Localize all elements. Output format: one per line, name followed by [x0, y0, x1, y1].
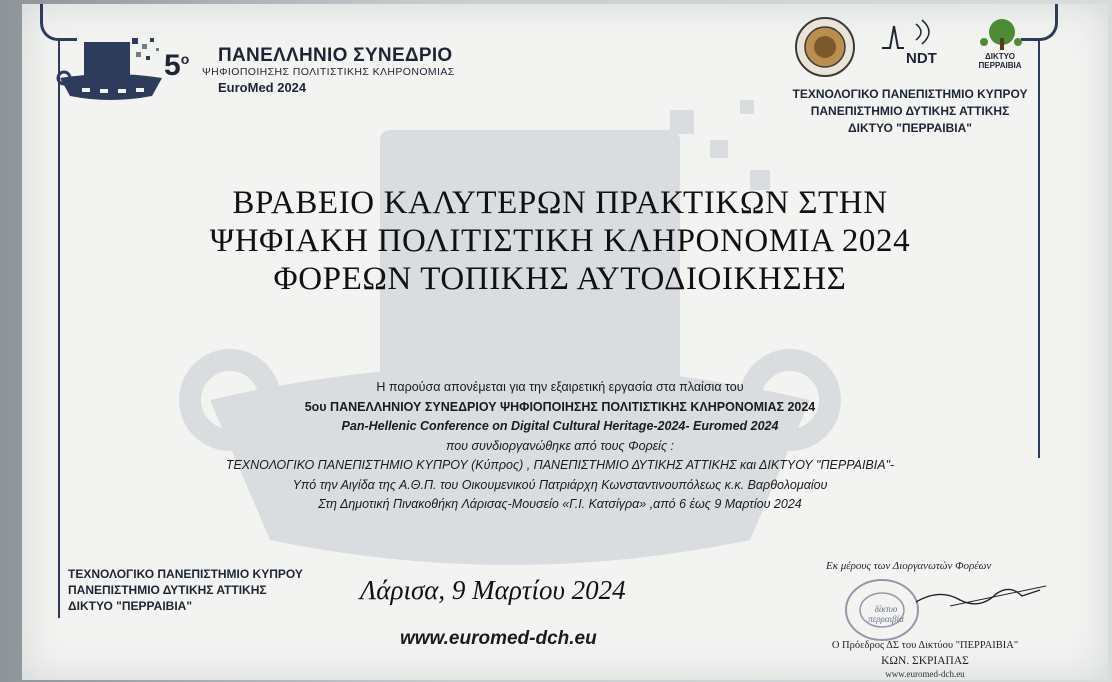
- organizer-line: ΔΙΚΤΥΟ "ΠΕΡΡΑΙΒΙΑ": [847, 121, 972, 135]
- border-left: [58, 38, 60, 618]
- ship-watermark: [150, 70, 870, 630]
- award-description: [130, 378, 990, 515]
- award-title-line: ΦΟΡΕΩΝ ΤΟΠΙΚΗΣ ΑΥΤΟΔΙΟΙΚΗΣΗΣ: [273, 261, 847, 297]
- footer-organizer-line: ΤΕΧΝΟΛΟΓΙΚΟ ΠΑΝΕΠΙΣΤΗΜΙΟ ΚΥΠΡΟΥ: [68, 567, 303, 581]
- award-title-line: ΨΗΦΙΑΚΗ ΠΟΛΙΤΙΣΤΙΚΗ ΚΛΗΡΟΝΟΜΙΑ 2024: [209, 223, 911, 259]
- website-link[interactable]: www.euromed-dch.eu: [400, 628, 597, 649]
- conference-edition: EuroMed 2024: [218, 80, 307, 95]
- conference-subtitle: ΨΗΦΙΟΠΟΙΗΣΗΣ ΠΟΛΙΤΙΣΤΙΚΗΣ ΚΛΗΡΟΝΟΜΙΑΣ: [202, 66, 455, 78]
- description-line: ΤΕΧΝΟΛΟΓΙΚΟ ΠΑΝΕΠΙΣΤΗΜΙΟ ΚΥΠΡΟΥ (Κύπρος) , ΠΑΝΕΠΙΣΤΗΜΙΟ ΔΥΤΙΚΗΣ ΑΤΤΙΚΗΣ και ΔΙΚΤΥΟΥ "ΠΕΡΡΑΙΒΙΑ"-: [225, 458, 895, 472]
- award-title-line: ΒΡΑΒΕΙΟ ΚΑΛΥΤΕΡΩΝ ΠΡΑΚΤΙΚΩΝ ΣΤΗΝ: [232, 185, 888, 221]
- ndt-logo: [880, 18, 942, 70]
- tree-icon: [972, 18, 1028, 52]
- president-name: ΚΩΝ. ΣΚΡΙΑΠΑΣ: [881, 655, 969, 667]
- stamp-text: δίκτυο περραιβία: [868, 604, 904, 624]
- footer-small-website: www.euromed-dch.eu: [885, 669, 965, 679]
- award-date: Λάρισα, 9 Μαρτίου 2024: [360, 575, 626, 605]
- diktyo-perraivia-logo: [972, 18, 1028, 70]
- organizer-line: ΤΕΧΝΟΛΟΓΙΚΟ ΠΑΝΕΠΙΣΤΗΜΙΟ ΚΥΠΡΟΥ: [792, 87, 1028, 101]
- award-title: [150, 184, 970, 298]
- footer-organizer-line: ΔΙΚΤΥΟ "ΠΕΡΡΑΙΒΙΑ": [68, 599, 193, 613]
- description-line: Υπό την Αιγίδα της Α.Θ.Π. του Οικουμενικού Πατριάρχη Κωνσταντινουπόλεως κ.κ. Βαρθολομαίου: [292, 477, 828, 492]
- diktyo-logo-text: ΔΙΚΤΥΟ ΠΕΡΡΑΙΒΙΑ: [978, 52, 1022, 70]
- president-title: Ο Πρόεδρος ΔΣ του Δικτύου "ΠΕΡΡΑΙΒΙΑ": [831, 640, 1019, 651]
- conference-superscript: ο: [180, 51, 190, 67]
- footer-organizer-line: ΠΑΝΕΠΙΣΤΗΜΙΟ ΔΥΤΙΚΗΣ ΑΤΤΙΚΗΣ: [68, 583, 267, 597]
- organizers-block: [760, 86, 1060, 137]
- university-seal-icon: [794, 16, 856, 78]
- conference-title: ΠΑΝΕΛΛΗΝΙΟ ΣΥΝΕΔΡΙΟ: [218, 45, 453, 66]
- description-line: Στη Δημοτική Πινακοθήκη Λάρισας-Μουσείο «Γ.Ι. Κατσίγρα» ,από 6 έως 9 Μαρτίου 2024: [318, 497, 802, 511]
- ship-logo-icon: [56, 34, 166, 104]
- footer-organizers: [68, 566, 303, 614]
- signature-icon: [910, 578, 1050, 612]
- conference-number: $5^o$: [164, 49, 190, 82]
- description-line: που συνδιοργανώθηκε από τους Φορείς :: [446, 438, 674, 453]
- description-line: 5ου ΠΑΝΕΛΛΗΝΙΟΥ ΣΥΝΕΔΡΙΟΥ ΨΗΦΙΟΠΟΙΗΣΗΣ ΠΟΛΙΤΙΣΤΙΚΗΣ ΚΛΗΡΟΝΟΜΙΑΣ 2024: [304, 399, 816, 414]
- ndt-label: NDT: [906, 50, 937, 67]
- on-behalf-label: Εκ μέρους των Διοργανωτών Φορέων: [826, 560, 992, 572]
- organizer-line: ΠΑΝΕΠΙΣΤΗΜΙΟ ΔΥΤΙΚΗΣ ΑΤΤΙΚΗΣ: [810, 104, 1010, 118]
- ndt-wave-icon: [880, 18, 942, 54]
- description-line: Η παρούσα απονέμεται για την εξαιρετική εργασία στα πλαίσια του: [376, 380, 744, 394]
- description-line: Pan-Hellenic Conference on Digital Cultural Heritage-2024- Euromed 2024: [341, 419, 779, 433]
